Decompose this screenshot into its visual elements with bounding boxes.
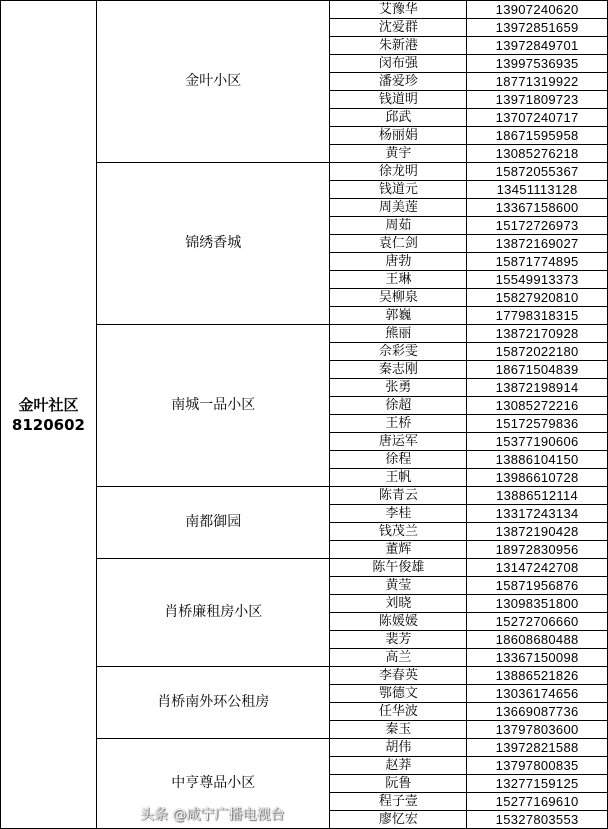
- resident-name: 李春英: [330, 667, 467, 685]
- resident-phone: 13972821588: [467, 739, 608, 757]
- resident-name: 徐龙明: [330, 163, 467, 181]
- table-row: [1, 1, 608, 19]
- community-name: 金叶社区: [18, 395, 79, 414]
- resident-name: 徐超: [330, 397, 467, 415]
- resident-phone: 13147242708: [467, 559, 608, 577]
- resident-phone: 13707240717: [467, 109, 608, 127]
- resident-name: 黄宇: [330, 145, 467, 163]
- resident-name: 黄莹: [330, 577, 467, 595]
- resident-name: 钱道元: [330, 181, 467, 199]
- resident-phone: 13367150098: [467, 649, 608, 667]
- resident-name: 沈爱群: [330, 19, 467, 37]
- resident-name: 王琳: [330, 271, 467, 289]
- resident-phone: 13277159125: [467, 775, 608, 793]
- resident-name: 周美莲: [330, 199, 467, 217]
- resident-phone: 15277169610: [467, 793, 608, 811]
- area-name: 南都御园: [96, 487, 330, 559]
- resident-name: 鄂德文: [330, 685, 467, 703]
- resident-phone: 15871956876: [467, 577, 608, 595]
- resident-name: 钱茂兰: [330, 523, 467, 541]
- resident-phone: 15827920810: [467, 289, 608, 307]
- resident-name: 陈午俊雄: [330, 559, 467, 577]
- resident-name: 熊丽: [330, 325, 467, 343]
- resident-phone: 18608680488: [467, 631, 608, 649]
- resident-name: 王帆: [330, 469, 467, 487]
- area-name: 中亨尊品小区: [96, 739, 330, 829]
- resident-name: 陈媛媛: [330, 613, 467, 631]
- resident-name: 阮鲁: [330, 775, 467, 793]
- resident-name: 刘晓: [330, 595, 467, 613]
- resident-name: 王桥: [330, 415, 467, 433]
- resident-name: 廖忆宏: [330, 811, 467, 829]
- resident-name: 杨丽娟: [330, 127, 467, 145]
- resident-name: 李桂: [330, 505, 467, 523]
- resident-phone: 13907240620: [467, 1, 608, 19]
- resident-name: 高兰: [330, 649, 467, 667]
- resident-phone: 15549913373: [467, 271, 608, 289]
- resident-name: 唐运军: [330, 433, 467, 451]
- resident-name: 钱道明: [330, 91, 467, 109]
- resident-phone: 13085272216: [467, 397, 608, 415]
- resident-name: 佘彩雯: [330, 343, 467, 361]
- resident-name: 胡伟: [330, 739, 467, 757]
- community-code: 8120602: [11, 415, 85, 434]
- resident-phone: 13886512114: [467, 487, 608, 505]
- resident-phone: 13085276218: [467, 145, 608, 163]
- resident-name: 秦玉: [330, 721, 467, 739]
- resident-name: 董辉: [330, 541, 467, 559]
- resident-name: 潘爱珍: [330, 73, 467, 91]
- resident-phone: 15377190606: [467, 433, 608, 451]
- resident-name: 陈青云: [330, 487, 467, 505]
- resident-phone: 13971809723: [467, 91, 608, 109]
- resident-name: 裴芳: [330, 631, 467, 649]
- area-name: 肖桥南外环公租房: [96, 667, 330, 739]
- resident-name: 程子壹: [330, 793, 467, 811]
- resident-phone: 13997536935: [467, 55, 608, 73]
- resident-phone: 13886521826: [467, 667, 608, 685]
- resident-name: 赵莽: [330, 757, 467, 775]
- resident-name: 邱武: [330, 109, 467, 127]
- resident-name: 袁仁剑: [330, 235, 467, 253]
- area-name: 肖桥廉租房小区: [96, 559, 330, 667]
- resident-phone: 15872022180: [467, 343, 608, 361]
- resident-phone: 13451113128: [467, 181, 608, 199]
- resident-phone: 13972849701: [467, 37, 608, 55]
- resident-phone: 15172579836: [467, 415, 608, 433]
- resident-phone: 18671595958: [467, 127, 608, 145]
- resident-name: 闵布强: [330, 55, 467, 73]
- resident-phone: 13872170928: [467, 325, 608, 343]
- resident-name: 秦志刚: [330, 361, 467, 379]
- resident-phone: 15871774895: [467, 253, 608, 271]
- resident-name: 郭巍: [330, 307, 467, 325]
- resident-phone: 13872169027: [467, 235, 608, 253]
- resident-name: 唐勃: [330, 253, 467, 271]
- resident-phone: 13886104150: [467, 451, 608, 469]
- resident-phone: 13986610728: [467, 469, 608, 487]
- resident-phone: 13669087736: [467, 703, 608, 721]
- resident-phone: 15872055367: [467, 163, 608, 181]
- resident-phone: 18771319922: [467, 73, 608, 91]
- resident-phone: 13098351800: [467, 595, 608, 613]
- resident-name: 吴柳泉: [330, 289, 467, 307]
- resident-name: 朱新港: [330, 37, 467, 55]
- resident-phone: 15272706660: [467, 613, 608, 631]
- resident-phone: 13797803600: [467, 721, 608, 739]
- resident-phone: 18671504839: [467, 361, 608, 379]
- resident-name: 张勇: [330, 379, 467, 397]
- community-cell: [1, 1, 97, 829]
- resident-name: 任华波: [330, 703, 467, 721]
- resident-name: 艾豫华: [330, 1, 467, 19]
- area-name: 南城一品小区: [96, 325, 330, 487]
- resident-name: 周茹: [330, 217, 467, 235]
- resident-phone: 17798318315: [467, 307, 608, 325]
- resident-phone: 13872198914: [467, 379, 608, 397]
- resident-phone: 13797800835: [467, 757, 608, 775]
- resident-phone: 15172726973: [467, 217, 608, 235]
- resident-phone: 13367158600: [467, 199, 608, 217]
- resident-name: 徐程: [330, 451, 467, 469]
- resident-phone: 13036174656: [467, 685, 608, 703]
- resident-phone: 13872190428: [467, 523, 608, 541]
- resident-phone: 18972830956: [467, 541, 608, 559]
- resident-phone: 15327803553: [467, 811, 608, 829]
- resident-phone: 13317243134: [467, 505, 608, 523]
- resident-phone: 13972851659: [467, 19, 608, 37]
- area-name: 金叶小区: [96, 1, 330, 163]
- area-name: 锦绣香城: [96, 163, 330, 325]
- watermark: 头条 @咸宁广播电视台: [140, 807, 285, 823]
